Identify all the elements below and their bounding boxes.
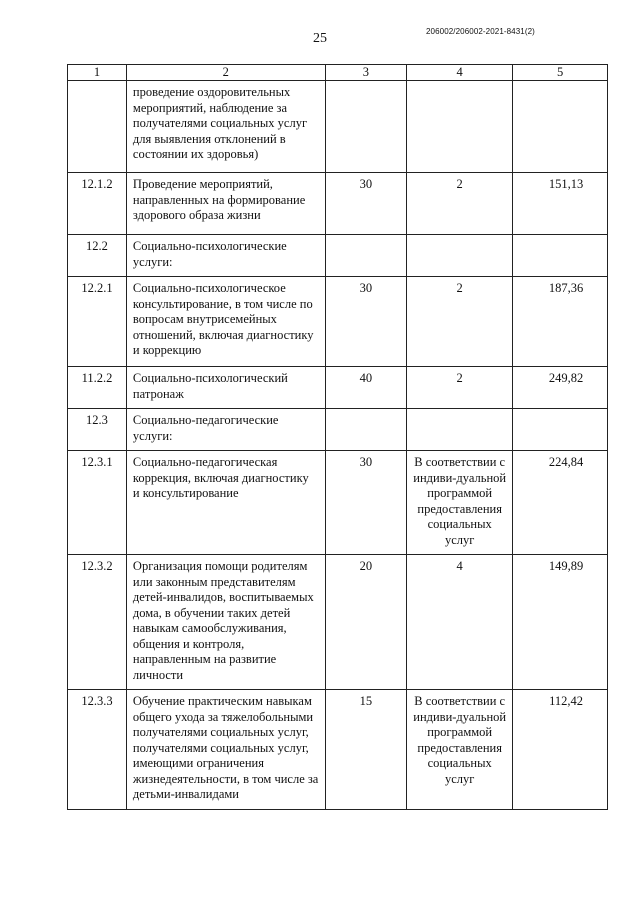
document-id: 206002/206002-2021-8431(2) bbox=[426, 27, 535, 36]
table-row bbox=[68, 367, 608, 409]
header-cell: 2 bbox=[126, 65, 325, 81]
header-cell: 3 bbox=[325, 65, 407, 81]
column-4-value: 2 bbox=[407, 277, 513, 367]
row-code: 12.3.2 bbox=[68, 555, 127, 690]
column-3-value bbox=[325, 81, 407, 173]
column-4-value: В соответствии с индиви-дуальной программой предоставления социальных услуг bbox=[407, 690, 513, 810]
column-3-value bbox=[325, 409, 407, 451]
column-3-value: 20 bbox=[325, 555, 407, 690]
table-row bbox=[68, 690, 608, 810]
column-3-value: 30 bbox=[325, 277, 407, 367]
section-title: Социально-педагогические услуги: bbox=[126, 409, 325, 451]
service-name: Обучение практическим навыкам общего ухода за тяжелобольными получателями социальных услуг, получателями социальных услуг, имеющими ограничения жизнедеятельности, в том числе за детьми-инвалидами bbox=[126, 690, 325, 810]
row-code: 12.3.1 bbox=[68, 451, 127, 555]
header-cell: 1 bbox=[68, 65, 127, 81]
column-3-value: 40 bbox=[325, 367, 407, 409]
column-4-value: 2 bbox=[407, 173, 513, 235]
table-row bbox=[68, 173, 608, 235]
header-cell: 5 bbox=[513, 65, 608, 81]
column-3-value: 30 bbox=[325, 451, 407, 555]
price-value bbox=[513, 235, 608, 277]
service-name: Социально-педагогическая коррекция, включая диагностику и консультирование bbox=[126, 451, 325, 555]
service-name: Социально-психологический патронаж bbox=[126, 367, 325, 409]
row-code: 12.3 bbox=[68, 409, 127, 451]
header-cell: 4 bbox=[407, 65, 513, 81]
table-row bbox=[68, 555, 608, 690]
row-code: 11.2.2 bbox=[68, 367, 127, 409]
price-value: 187,36 bbox=[513, 277, 608, 367]
row-code bbox=[68, 81, 127, 173]
column-4-value bbox=[407, 409, 513, 451]
table-row bbox=[68, 81, 608, 173]
tariff-table bbox=[67, 64, 608, 810]
price-value: 112,42 bbox=[513, 690, 608, 810]
price-value: 151,13 bbox=[513, 173, 608, 235]
page-number: 25 bbox=[313, 31, 327, 46]
column-4-value bbox=[407, 235, 513, 277]
column-4-value: 4 bbox=[407, 555, 513, 690]
column-3-value bbox=[325, 235, 407, 277]
service-name: проведение оздоровительных мероприятий, наблюдение за получателями социальных услуг для выявления отклонений в состоянии их здоровья) bbox=[126, 81, 325, 173]
table-row bbox=[68, 409, 608, 451]
row-code: 12.2 bbox=[68, 235, 127, 277]
price-value: 224,84 bbox=[513, 451, 608, 555]
price-value bbox=[513, 409, 608, 451]
row-code: 12.2.1 bbox=[68, 277, 127, 367]
price-value: 149,89 bbox=[513, 555, 608, 690]
column-4-value bbox=[407, 81, 513, 173]
table-row bbox=[68, 235, 608, 277]
section-title: Социально-психологические услуги: bbox=[126, 235, 325, 277]
service-name: Социально-психологическое консультирование, в том числе по вопросам внутрисемейных отношений, включая диагностику и коррекцию bbox=[126, 277, 325, 367]
service-name: Организация помощи родителям или законным представителям детей-инвалидов, воспитываемых дома, в обучении таких детей навыкам самообслуживания, общения и контроля, направленным на развитие личности bbox=[126, 555, 325, 690]
table-row bbox=[68, 451, 608, 555]
table-header-row bbox=[68, 65, 608, 81]
column-3-value: 15 bbox=[325, 690, 407, 810]
column-4-value: 2 bbox=[407, 367, 513, 409]
row-code: 12.3.3 bbox=[68, 690, 127, 810]
price-value: 249,82 bbox=[513, 367, 608, 409]
column-3-value: 30 bbox=[325, 173, 407, 235]
column-4-value: В соответствии с индиви-дуальной программой предоставления социальных услуг bbox=[407, 451, 513, 555]
row-code: 12.1.2 bbox=[68, 173, 127, 235]
service-name: Проведение мероприятий, направленных на формирование здорового образа жизни bbox=[126, 173, 325, 235]
table-row bbox=[68, 277, 608, 367]
price-value bbox=[513, 81, 608, 173]
